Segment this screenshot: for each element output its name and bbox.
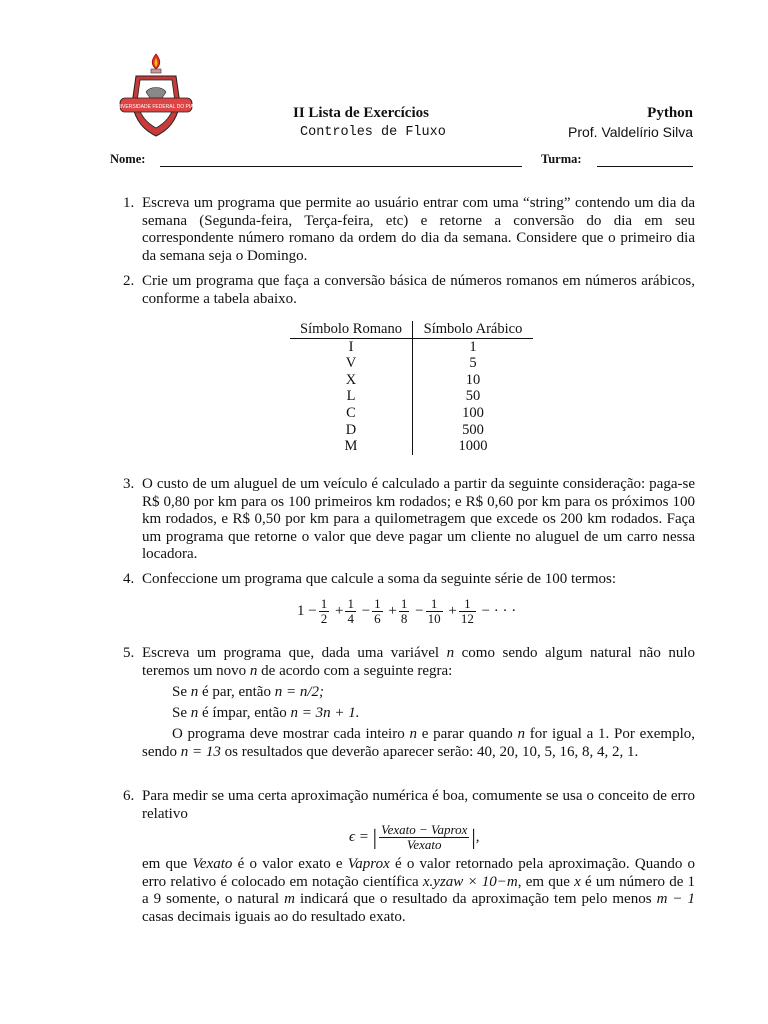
series-fraction: $\frac{1}{6}$ [374,596,381,626]
item-number: 1. [123,195,135,211]
professor-name: Prof. Valdelírio Silva [567,124,693,140]
series-fraction: $\frac{1}{12}$ [460,596,474,626]
turma-field-line [597,166,693,167]
table-row [290,372,533,389]
item-number: 2. [123,273,135,289]
series-op: − [308,602,317,619]
series-op: − [361,602,371,619]
relative-error-formula: ϵ = | $\frac{\text{Vexato − Vaprox}}{\text{Vexato}}$ |, [349,822,480,852]
roman-cell: D [290,422,413,439]
series-start: 1 [297,602,305,619]
series-op: + [448,602,457,619]
formula-fraction: $\frac{\text{Vexato − Vaprox}}{\text{Vexato}}$ [381,822,468,852]
roman-cell: M [290,438,413,455]
series-op: + [334,602,344,619]
roman-cell: L [290,388,413,405]
table-row [290,338,533,355]
formula-lhs: ϵ = [349,828,369,845]
arabic-cell: 10 [465,371,481,388]
page-subtitle: Controles de Fluxo [300,125,446,140]
series-formula [297,597,516,626]
arabic-cell: 500 [462,421,484,438]
nome-label: Nome: [110,152,146,166]
series-op: − [415,602,424,619]
exercise-6-explanation: em que Vexato é o valor exato e Vaprox é o valor retornado pela aproximação. Quando o erro relativo é colocado em notação científica x.yzaw × 10−m, em que x é um número de 1 a 9 somente, o natural m indicará que o resultado da aproximação tem pelo menos m − 1 casas decimais iguais ao do resultado exato. [142,856,696,925]
table-row [290,405,533,422]
exercise-5-rule-odd: Se n é ímpar, então n = 3n + 1. [172,705,360,721]
item-number: 5. [123,645,135,661]
series-fraction: $\frac{1}{4}$ [347,596,354,626]
table-row [290,438,533,455]
roman-cell: V [290,355,413,372]
table-row [290,388,533,405]
table-row [290,422,533,439]
series-fraction: $\frac{1}{10}$ [427,596,441,626]
table-header-row [290,321,533,338]
exercise-6-intro: Para medir se uma certa aproximação numérica é boa, comumente se usa o conceito de erro relativo [142,788,695,822]
course-name: Python [647,105,693,121]
item-number: 3. [123,476,135,492]
arabic-cell: 100 [462,404,484,421]
exercise-4-text: Confeccione um programa que calcule a soma da seguinte série de 100 termos: [142,571,616,587]
series-fraction: $\frac{1}{2}$ [320,596,328,626]
arabic-cell: 5 [469,355,477,372]
item-number: 4. [123,571,135,587]
exercise-5-intro: Escreva um programa que, dada uma variável n como sendo algum natural não nulo teremos um novo n de acordo com a seguinte regra: [142,645,696,679]
logo-text: UNIVERSIDADE FEDERAL DO PIAUÍ [113,104,199,110]
page-title: II Lista de Exercícios [293,105,429,121]
series-op: + [388,602,397,619]
exercise-3-text: O custo de um aluguel de um veículo é calculado a partir da seguinte consideração: paga-se R$ 0,80 por km para os 100 primeiros km rodados; e R$ 0,60 por km para os próximos 100 km rodados, e R$ 0,50 por km para a quilometragem que excede os 200 km rodados. Faça um programa que retorne o valor que deve pagar um cliente no aluguel de um carro nessa locadora. [142,476,695,563]
arabic-cell: 50 [465,388,481,405]
exercise-5-paragraph: O programa deve mostrar cada inteiro n e parar quando n for igual a 1. Por exemplo, sendo n = 13 os resultados que deverão aparecer serão: 40, 20, 10, 5, 16, 8, 4, 2, 1. [142,726,696,760]
series-fraction: $\frac{1}{8}$ [400,596,408,626]
nome-field-line [160,166,522,167]
university-logo [113,52,199,142]
arabic-cell: 1 [469,338,477,355]
turma-label: Turma: [541,152,582,166]
roman-numeral-table [290,321,533,455]
exercise-5-rule-even: Se n é par, então n = n/2; [172,684,324,700]
series-tail: − · · · [481,602,517,619]
table-row [290,355,533,372]
header-roman: Símbolo Romano [290,321,413,338]
header-arabic: Símbolo Arábico [413,321,534,338]
exercise-1-text: Escreva um programa que permite ao usuário entrar com uma “string” contendo um dia da semana (Segunda-feira, Terça-feira, etc) e retorne a conversão do dia em seu correspondente número romano da ordem do dia da semana. Considere que o primeiro dia da semana seja o Domingo. [142,195,695,264]
exercise-2-text: Crie um programa que faça a conversão básica de números romanos em números arábicos, conforme a tabela abaixo. [142,273,695,307]
roman-cell: C [290,405,413,422]
arabic-cell: 1000 [458,438,488,455]
roman-cell: I [290,338,413,355]
roman-cell: X [290,372,413,389]
item-number: 6. [123,788,135,804]
